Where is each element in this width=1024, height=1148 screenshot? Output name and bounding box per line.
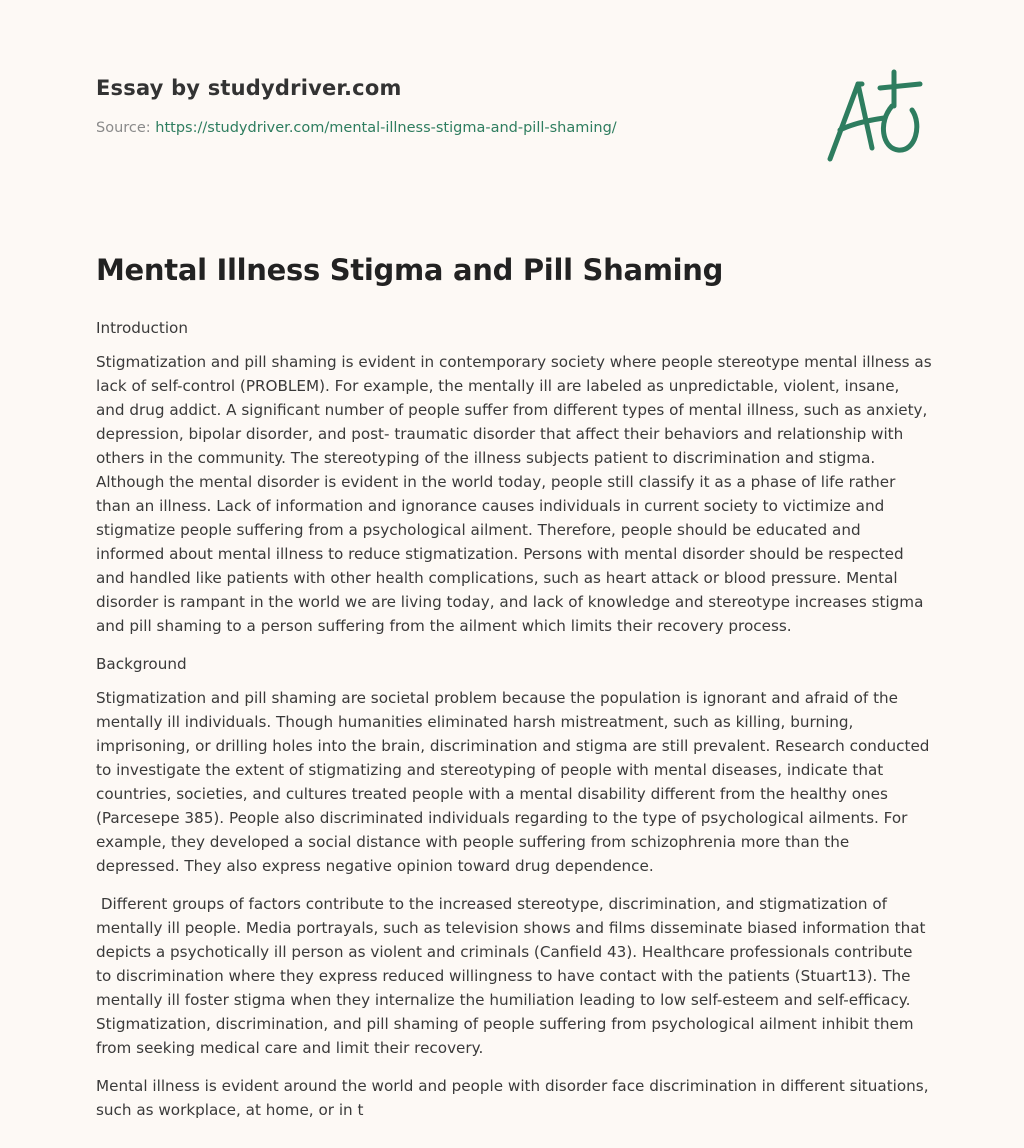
section-heading-introduction: Introduction (96, 319, 188, 337)
source-line (96, 120, 796, 136)
section-heading-background: Background (96, 655, 187, 673)
essay-title: Mental Illness Stigma and Pill Shaming (96, 253, 724, 287)
paragraph: Different groups of factors contribute to the increased stereotype, discrimination, and stigmatization of mentally ill people. Media portrayals, such as television shows and films disseminate biased information that depicts a psychotically ill person as violent and criminals (Canfield 43). Healthcare professionals contribute to discrimination where they express reduced willingness to have contact with the patients (Stuart13). The mentally ill foster stigma when they internalize the humiliation leading to low self-esteem and self-efficacy. Stigmatization, discrimination, and pill shaming of people suffering from psychological ailment inhibit them from seeking medical care and limit their recovery. (96, 895, 931, 1057)
essay-body (96, 316, 932, 1136)
a-plus-logo-icon (822, 66, 932, 166)
source-label: Source: (96, 120, 151, 136)
source-link[interactable]: https://studydriver.com/mental-illness-stigma-and-pill-shaming/ (155, 120, 617, 136)
header (96, 76, 796, 136)
paragraph: Stigmatization and pill shaming are societal problem because the population is ignorant and afraid of the mentally ill individuals. Though humanities eliminated harsh mistreatment, such as killing, burning, imprisoning, or drilling holes into the brain, discrimination and stigma are still prevalent. Research conducted to investigate the extent of stigmatizing and stereotyping of people with mental diseases, indicate that countries, societies, and cultures treated people with a mental disability different from the healthy ones (Parcesepe 385). People also discriminated individuals regarding to the type of psychological ailments. For example, they developed a social distance with people suffering from schizophrenia more than the depressed. They also express negative opinion toward drug dependence. (96, 689, 930, 875)
brand-title: Essay by studydriver.com (96, 76, 402, 100)
paragraph: Mental illness is evident around the world and people with disorder face discrimination in different situations, such as workplace, at home, or in t (96, 1077, 929, 1119)
paragraph: Stigmatization and pill shaming is evident in contemporary society where people stereotype mental illness as lack of self-control (PROBLEM). For example, the mentally ill are labeled as unpredictable, violent, insane, and drug addict. A significant number of people suffer from different types of mental illness, such as anxiety, depression, bipolar disorder, and post- traumatic disorder that affect their behaviors and relationship with others in the community. The stereotyping of the illness subjects patient to discrimination and stigma. Although the mental disorder is evident in the world today, people still classify it as a phase of life rather than an illness. Lack of information and ignorance causes individuals in current society to victimize and stigmatize people suffering from a psychological ailment. Therefore, people should be educated and informed about mental illness to reduce stigmatization. Persons with mental disorder should be respected and handled like patients with other health complications, such as heart attack or blood pressure. Mental disorder is rampant in the world we are living today, and lack of knowledge and stereotype increases stigma and pill shaming to a person suffering from the ailment which limits their recovery process. (96, 353, 932, 635)
